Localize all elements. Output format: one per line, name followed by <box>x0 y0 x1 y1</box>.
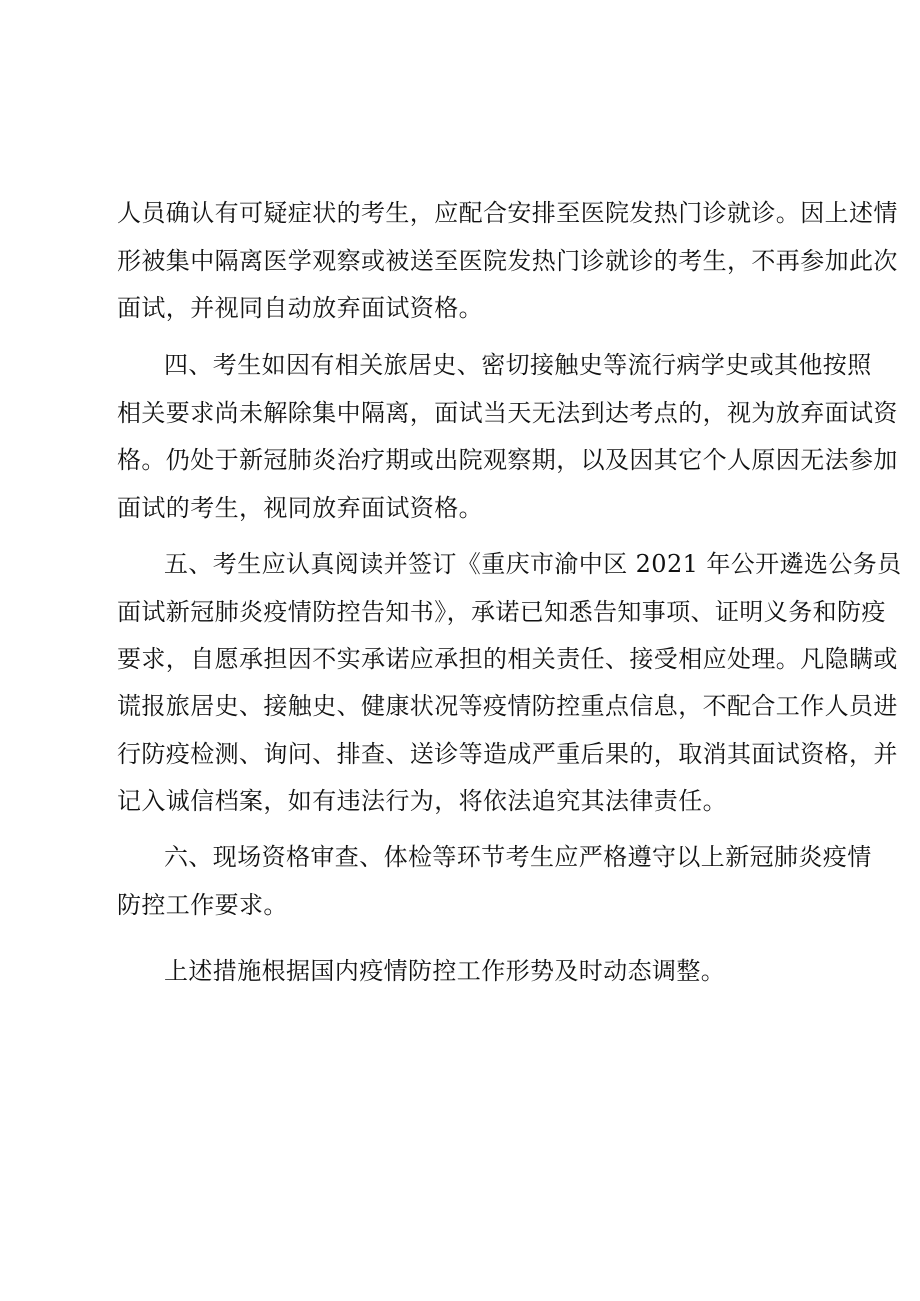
paragraph-line: 行防疫检测、询问、排查、送诊等造成严重后果的，取消其面试资格，并 <box>117 740 898 768</box>
paragraph-line: 谎报旅居史、接触史、健康状况等疫情防控重点信息，不配合工作人员进 <box>117 692 898 720</box>
paragraph-line: 面试新冠肺炎疫情防控告知书》，承诺已知悉告知事项、证明义务和防疫 <box>117 598 886 626</box>
paragraph-line: 形被集中隔离医学观察或被送至医院发热门诊就诊的考生，不再参加此次 <box>117 247 898 275</box>
paragraph-line: 格。仍处于新冠肺炎治疗期或出院观察期，以及因其它个人原因无法参加 <box>117 446 898 474</box>
paragraph-line: 要求，自愿承担因不实承诺应承担的相关责任、接受相应处理。凡隐瞒或 <box>117 645 898 673</box>
paragraph-line: 记入诚信档案，如有违法行为，将依法追究其法律责任。 <box>117 787 727 815</box>
closing-sentence: 上述措施根据国内疫情防控工作形势及时动态调整。 <box>164 957 726 985</box>
paragraph-line: 防控工作要求。 <box>117 891 288 919</box>
paragraph-line: 面试，并视同自动放弃面试资格。 <box>117 294 483 322</box>
paragraph-line: 面试的考生，视同放弃面试资格。 <box>117 494 483 522</box>
paragraph-line: 四、考生如因有相关旅居史、密切接触史等流行病学史或其他按照 <box>164 351 872 379</box>
paragraph-line: 六、现场资格审查、体检等环节考生应严格遵守以上新冠肺炎疫情 <box>164 843 872 871</box>
paragraph-line: 人员确认有可疑症状的考生，应配合安排至医院发热门诊就诊。因上述情 <box>117 199 898 227</box>
paragraph-line: 相关要求尚未解除集中隔离，面试当天无法到达考点的，视为放弃面试资 <box>117 399 898 427</box>
paragraph-line: 五、考生应认真阅读并签订《重庆市渝中区 2021 年公开遴选公务员 <box>164 550 902 578</box>
